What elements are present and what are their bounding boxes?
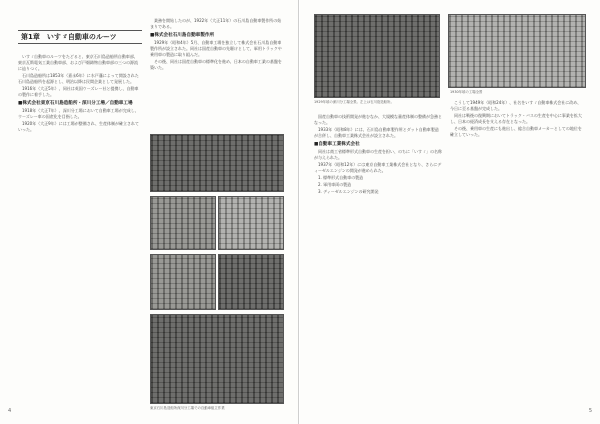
paragraph: 1933年（昭和8年）には、石川島自動車製作所とダット自動車製造が合併し、自動車工業株式会社が設立された。	[314, 127, 439, 138]
paragraph: その後、乗用車の生産にも進出し、総合自動車メーカーとしての地位を確立していった。	[450, 126, 582, 137]
photo-caption: 東京石川島造船所深川分工場での自動車組立作業	[150, 406, 225, 410]
right-page	[300, 0, 600, 424]
list-item: 3. ディーゼルエンジンの研究開発	[318, 189, 379, 194]
right-page-column-2	[450, 100, 584, 406]
paragraph: 同社は商工省標準形式自動車の生産を担い、のちに「いすゞ」の名称が与えられた。	[314, 149, 442, 160]
paragraph: 1937年（昭和12年）には東京自動車工業株式会社となり、さらにディーゼルエンジンの開発が進められた。	[314, 162, 442, 173]
paragraph: 同社は戦後の復興期においてトラック・バスの生産を中心に事業を拡大し、日本の経済成長を支える存在となった。	[450, 113, 582, 124]
list-item: 1. 標準形式自動車の製造	[318, 175, 364, 180]
factory-aerial-photo	[314, 14, 440, 98]
paragraph: いすゞ自動車のルーツをたどると、東京石川島造船所自動車部、東京瓦斯電気工業自動車部、および戸畑鋳物自動車部の三つの源流に辿りつく。	[18, 54, 138, 71]
page-number: 5	[588, 408, 592, 414]
factory-photo-1	[150, 134, 284, 192]
paragraph: 1929年（昭和4年）5月、自動車工場を独立して株式会社石川島自動車製作所が設立された。同社は国産自動車の先駆けとして、軍用トラックや乗用車の製造に取り組んだ。	[150, 40, 282, 57]
factory-photo-4	[150, 254, 216, 310]
list-item: 2. 軍用車両の製造	[318, 182, 352, 187]
photo-caption: 1930年頃の工場全景	[450, 90, 483, 94]
factory-photo-5	[218, 254, 284, 310]
section-heading: ■株式会社石川島自動車製作所	[150, 33, 215, 38]
paragraph: 1918年（大正7年）、深川分工場において自動車工場が完成し、ウーズレー車の国産化を目指した。	[18, 108, 139, 119]
paragraph: 国産自動車の技術開発が進むなか、大規模な量産体制の整備が急務となった。	[314, 114, 442, 125]
right-page-column-1	[314, 114, 442, 406]
page-number: 4	[8, 408, 12, 414]
factory-photo-3	[218, 196, 284, 250]
left-page-column-2	[150, 18, 282, 130]
paragraph: 1920年（大正9年）には工場が整備され、生産体制が確立されていった。	[18, 121, 139, 132]
paragraph: 1916年（大正5年）、同社は英国ウーズレー社と提携し、自動車の製作に着手した。	[18, 86, 139, 97]
paragraph: こうして1949年（昭和24年）、社名をいすゞ自動車株式会社に改め、今日に至る基盤が完成した。	[450, 100, 582, 111]
factory-photo-6	[150, 314, 284, 404]
photo-caption: 1929年頃の深川分工場全景。左上は石川島造船所。	[314, 100, 394, 104]
chapter-title: 第1章 いすゞ自動車のルーツ	[18, 30, 142, 44]
section-heading: ■自動車工業株式会社	[314, 142, 360, 147]
paragraph: その後、同社は国産自動車の標準化を進め、日本の自動車工業の基盤を築いた。	[150, 59, 282, 70]
factory-overview-photo	[448, 14, 586, 88]
section-heading: ■株式会社東京石川島造船所・深川分工場／自動車工場	[18, 101, 133, 106]
paragraph: 業務を開始したのが、1922年（大正11年）の石川島自動車製作所の始まりである。	[150, 18, 282, 29]
left-page	[0, 0, 299, 424]
paragraph: 石川島造船所は1853年（嘉永6年）に水戸藩によって開設された石川島造船所を起源とし、明治以降は民間企業として発展した。	[18, 73, 139, 84]
factory-photo-2	[150, 196, 216, 250]
left-page-column-1	[18, 54, 140, 404]
